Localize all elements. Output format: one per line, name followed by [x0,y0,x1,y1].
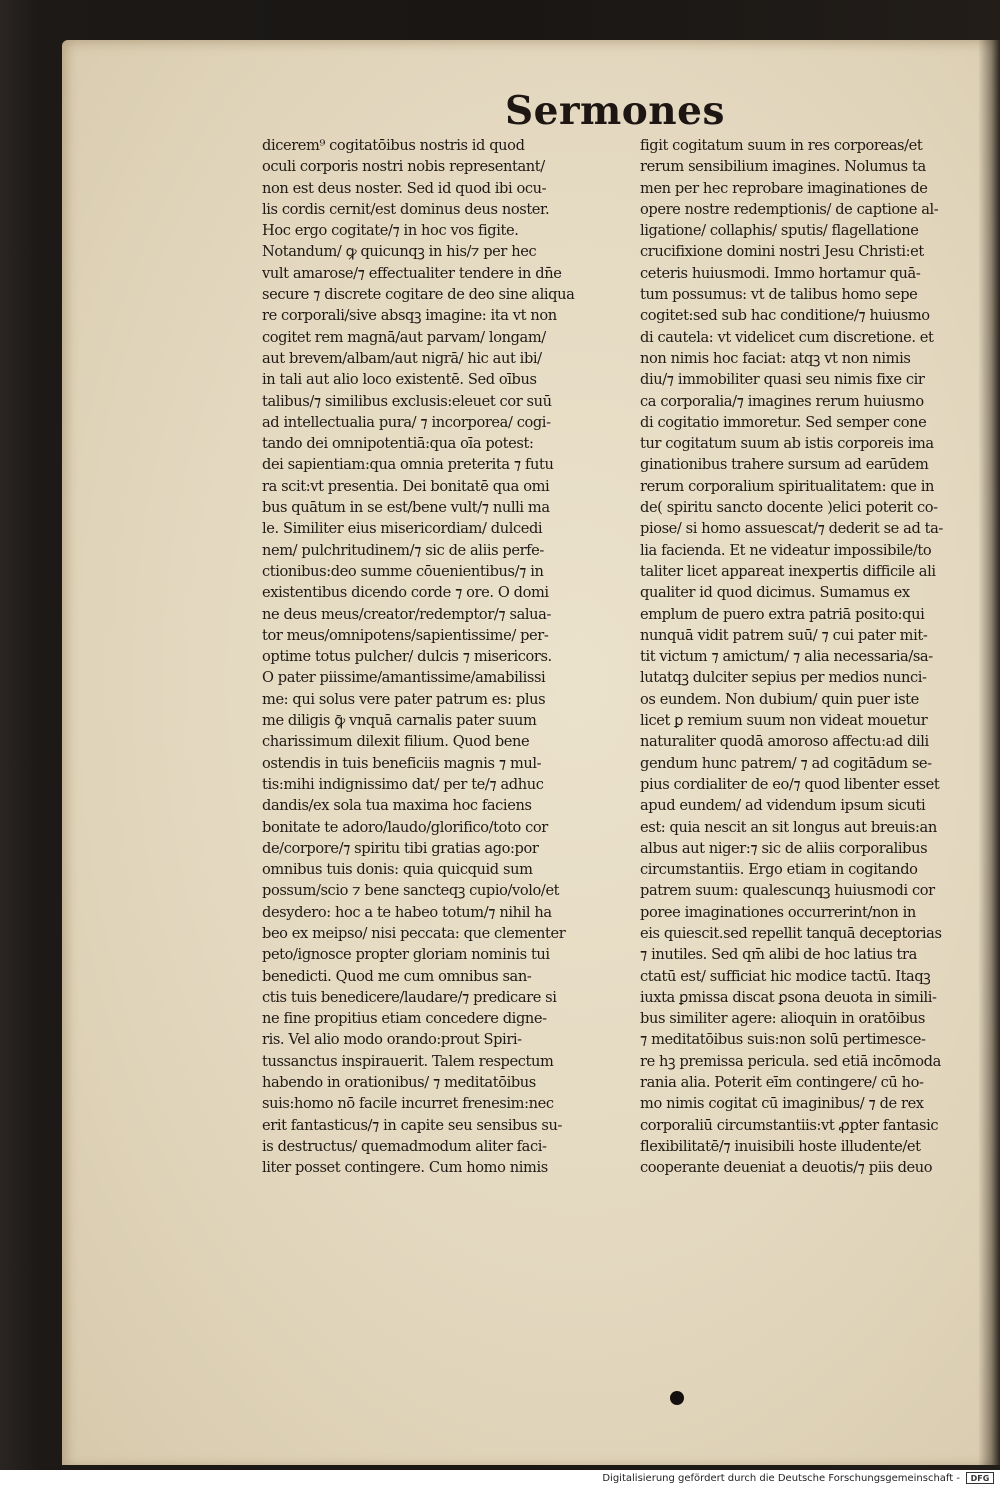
text-line: poree imaginationes occurrerint/non in [640,903,916,921]
text-line: ginationibus trahere sursum ad earūdem [640,456,929,474]
text-line: omnibus tuis donis: quia quicquid sum [262,861,533,879]
digitization-footer [0,1470,1000,1487]
text-line: ra scit:vt presentia. Dei bonitatē qua omi [262,477,550,495]
text-line: le. Similiter eius misericordiam/ dulcedi [262,520,543,538]
text-line: ris. Vel alio modo orando:prout Spiri- [262,1031,522,1049]
text-line: piose/ si homo assuescat/⁊ dederit se ad ta- [640,520,943,538]
text-line: di cogitatio immoretur. Sed semper cone [640,413,927,431]
text-line: taliter licet appareat inexpertis difficile ali [640,562,936,580]
text-line: ⁊ meditatōibus suis:non solū pertimesce- [640,1031,926,1049]
text-line: flexibilitatē/⁊ inuisibili hoste illudente/et [640,1137,921,1155]
text-line: ne deus meus/creator/redemptor/⁊ salua- [262,605,551,623]
text-line: ca corporalia/⁊ imagines rerum huiusmo [640,392,924,410]
text-line: beo ex meipso/ nisi peccata: que clementer [262,924,566,942]
text-line: existentibus dicendo corde ⁊ ore. O domi [262,584,549,602]
text-line: cogitet rem magnā/aut parvam/ longam/ [262,328,546,346]
text-line: nem/ pulchritudinem/⁊ sic de aliis perfe- [262,541,544,559]
text-line: gendum hunc patrem/ ⁊ ad cogitādum se- [640,754,932,772]
text-line: rania alia. Poterit eīm contingere/ cū ho- [640,1074,924,1092]
text-line: desydero: hoc a te habeo totum/⁊ nihil ha [262,903,552,921]
text-line: rerum corporalium spiritualitatem: que in [640,477,935,495]
running-title: Sermones [505,88,725,134]
text-line: lia facienda. Et ne videatur impossibile/to [640,541,932,559]
text-line: pius cordialiter de eo/⁊ quod libenter esset [640,775,940,793]
text-line: rerum sensibilium imagines. Nolumus ta [640,158,926,176]
text-line: aut brevem/albam/aut nigrā/ hic aut ibi/ [262,349,542,367]
text-line: lutatqꝫ dulciter sepius per medios nunci- [640,669,927,687]
text-line: cooperante deueniat a deuotis/⁊ piis deuo [640,1159,933,1177]
text-line: iuxta ꝑmissa discat ꝑsona deuota in simili- [640,988,937,1006]
text-line: suis:homo nō facile incurret frenesim:nec [262,1095,554,1113]
text-line: albus aut niger:⁊ sic de aliis corporalibus [640,839,928,857]
text-line: tum possumus: vt de talibus homo sepe [640,286,918,304]
text-line: re hꝫ premissa pericula. sed etiā incōmoda [640,1052,941,1070]
text-line: ⁊ inutiles. Sed qm̄ alibi de hoc latius tra [640,946,917,964]
text-line: dei sapientiam:qua omnia preterita ⁊ futu [262,456,554,474]
text-line: peto/ignosce propter gloriam nominis tui [262,946,550,964]
text-line: non nimis hoc faciat: atqꝫ vt non nimis [640,349,911,367]
text-line: di cautela: vt videlicet cum discretione. et [640,328,934,346]
text-line: O pater piissime/amantissime/amabilissi [262,669,546,687]
text-line: tis:mihi indignissimo dat/ per te/⁊ adhuc [262,775,544,793]
text-line: in tali aut alio loco existentē. Sed oībus [262,371,537,389]
text-line: vult amarose/⁊ effectualiter tendere in dn̄e [262,264,562,282]
text-line: non est deus noster. Sed id quod ibi ocu- [262,179,547,197]
text-line: ne fine propitius etiam concedere digne- [262,1010,547,1028]
text-line: re corporali/sive absqꝫ imagine: ita vt non [262,307,557,325]
text-line: tussanctus inspirauerit. Talem respectum [262,1052,554,1070]
text-line: me diligis ꝙ̄ vnquā carnalis pater suum [262,712,537,730]
text-line: bonitate te adoro/laudo/glorifico/toto cor [262,818,548,836]
text-line: ceteris huiusmodi. Immo hortamur quā- [640,264,921,282]
text-line: tur cogitatum suum ab istis corporeis ima [640,435,934,453]
text-line: possum/scio ⁊ bene sancteqꝫ cupio/volo/et [262,882,560,900]
text-line: circumstantiis. Ergo etiam in cogitando [640,861,918,879]
text-line: naturaliter quodā amoroso affectu:ad dili [640,733,929,751]
right-text-column [640,135,990,1179]
text-line: men per hec reprobare imaginationes de [640,179,928,197]
text-line: tit victum ⁊ amictum/ ⁊ alia necessaria/sa- [640,648,933,666]
text-line: tando dei omnipotentiā:qua oīa potest: [262,435,534,453]
text-line: tor meus/omnipotens/sapientissime/ per- [262,626,549,644]
text-line: dicerem⁹ cogitatōibus nostris id quod [262,137,525,154]
text-line: ostendis in tuis beneficiis magnis ⁊ mul- [262,754,542,772]
text-line: figit cogitatum suum in res corporeas/et [640,137,923,154]
left-text-column [262,135,606,1179]
page-mark-dot [670,1391,684,1405]
text-line: qualiter id quod dicimus. Sumamus ex [640,584,910,602]
text-line: bus similiter agere: alioquin in oratōibus [640,1010,926,1028]
text-line: est: quia nescit an sit longus aut breuis:an [640,818,937,836]
text-line: de( spiritu sancto docente )elici poterit co- [640,499,938,517]
text-line: crucifixione domini nostri Jesu Christi:et [640,243,924,261]
text-line: os eundem. Non dubium/ quin puer iste [640,690,919,708]
text-line: emplum de puero extra patriā posito:qui [640,605,925,623]
text-line: cogitet:sed sub hac conditione/⁊ huiusmo [640,307,930,325]
text-line: secure ⁊ discrete cogitare de deo sine aliqua [262,286,575,304]
text-line: opere nostre redemptionis/ de captione al- [640,200,939,218]
text-line: lis cordis cernit/est dominus deus noster. [262,200,550,218]
text-line: talibus/⁊ similibus exclusis:eleuet cor suū [262,392,552,410]
text-line: habendo in orationibus/ ⁊ meditatōibus [262,1074,536,1092]
text-line: corporaliū circumstantiis:vt ꝓpter fantasic [640,1116,939,1134]
text-line: dandis/ex sola tua maxima hoc faciens [262,797,532,815]
text-line: ad intellectualia pura/ ⁊ incorporea/ cogi- [262,413,551,431]
text-line: is destructus/ quemadmodum aliter faci- [262,1137,547,1155]
text-line: diu/⁊ immobiliter quasi seu nimis fixe cir [640,371,925,389]
text-line: charissimum dilexit filium. Quod bene [262,733,530,751]
text-line: apud eundem/ ad videndum ipsum sicuti [640,797,926,815]
text-line: mo nimis cogitat cū imaginibus/ ⁊ de rex [640,1095,924,1113]
text-line: eis quiescit.sed repellit tanquā deceptorias [640,924,942,942]
text-line: benedicti. Quod me cum omnibus san- [262,967,532,985]
text-line: patrem suum: qualescunqꝫ huiusmodi cor [640,882,935,900]
text-line: ctionibus:deo summe cōuenientibus/⁊ in [262,562,544,580]
text-line: nunquā vidit patrem suū/ ⁊ cui pater mit- [640,626,928,644]
footer-credit: Digitalisierung gefördert durch die Deutsche Forschungsgemeinschaft - [602,1473,960,1484]
text-line: ctatū est/ sufficiat hic modice tactū. Itaqꝫ [640,967,931,985]
text-line: licet ꝑ remium suum non videat mouetur [640,712,928,730]
text-line: Hoc ergo cogitate/⁊ in hoc vos figite. [262,222,519,240]
text-line: optime totus pulcher/ dulcis ⁊ misericors. [262,648,552,666]
text-line: ligatione/ collaphis/ sputis/ flagellatione [640,222,919,240]
text-line: de/corpore/⁊ spiritu tibi gratias ago:por [262,839,539,857]
text-line: erit fantasticus/⁊ in capite seu sensibus su- [262,1116,563,1134]
text-line: liter posset contingere. Cum homo nimis [262,1159,548,1177]
text-line: ctis tuis benedicere/laudare/⁊ predicare si [262,988,557,1006]
text-line: me: qui solus vere pater patrum es: plus [262,690,546,708]
text-line: bus quātum in se est/bene vult/⁊ nulli ma [262,499,550,517]
dfg-logo: DFG [966,1472,994,1484]
text-line: Notandum/ ꝙ quicunqꝫ in his/⁊ per hec [262,243,537,261]
text-line: oculi corporis nostri nobis representant/ [262,158,545,176]
